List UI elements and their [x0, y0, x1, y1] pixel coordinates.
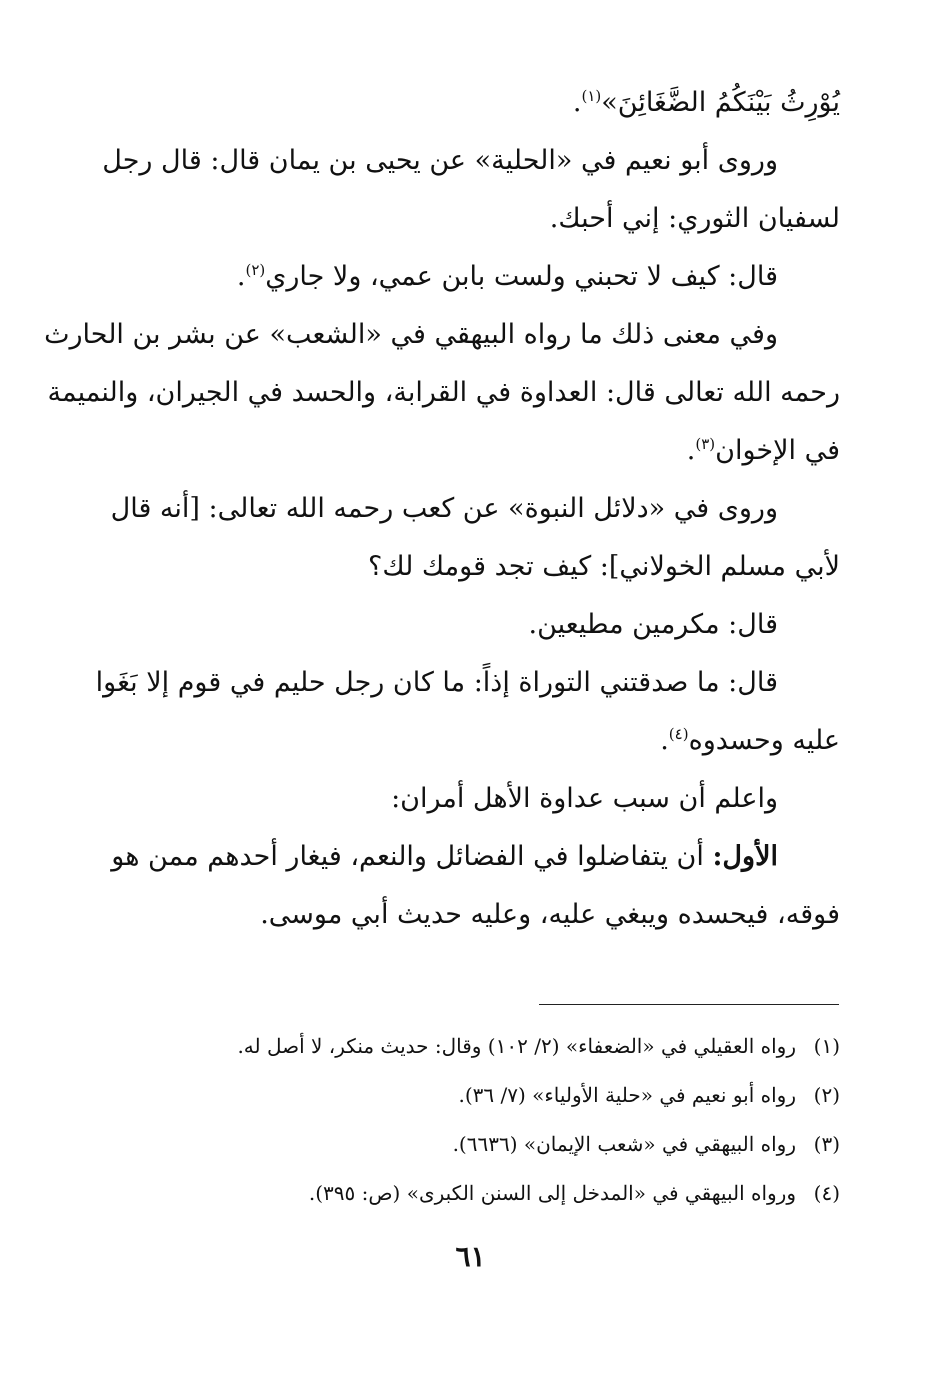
punctuation: . [686, 435, 696, 466]
footnote-ref-3: (٣) [695, 435, 716, 453]
paragraph-4-line-3 [128, 422, 840, 480]
paragraph-9-text: أن يتفاضلوا في الفضائل والنعم، فيغار أحدهم ممن هو [111, 841, 713, 872]
footnote-text: رواه العقيلي في «الضعفاء» (٢/ ١٠٢) وقال: حديث منكر، لا أصل له. [237, 1034, 796, 1058]
paragraph-5-line-1: وروى في «دلائل النبوة» عن كعب رحمه الله تعالى: [أنه قال [110, 493, 778, 524]
footnotes [120, 1022, 840, 1218]
punctuation: . [572, 87, 582, 118]
paragraph-3-text: قال: كيف لا تحبني ولست بابن عمي، ولا جاري [265, 261, 778, 292]
footnote-2 [120, 1071, 840, 1120]
footnote-1 [120, 1022, 840, 1071]
footnote-text: ورواه البيهقي في «المدخل إلى السنن الكبرى» (ص: ٣٩٥). [308, 1181, 796, 1205]
paragraph-4-line-2: رحمه الله تعالى قال: العداوة في القرابة، والحسد في الجيران، والنميمة [47, 377, 840, 408]
page-number: ٦١ [455, 1240, 486, 1273]
footnote-4 [120, 1169, 840, 1218]
punctuation: . [236, 261, 246, 292]
footnote-number: (٣) [813, 1132, 840, 1156]
paragraph-4-text: في الإخوان [715, 435, 840, 466]
footnote-text: رواه البيهقي في «شعب الإيمان» (٦٦٣٦). [452, 1132, 796, 1156]
footnote-number: (١) [813, 1034, 840, 1058]
footnote-separator [539, 1004, 839, 1005]
footnote-text: رواه أبو نعيم في «حلية الأولياء» (٧/ ٣٦). [458, 1083, 796, 1107]
footnote-number: (٢) [813, 1083, 840, 1107]
footnote-ref-1: (١) [581, 87, 602, 105]
paragraph-2-line-2: لسفيان الثوري: إني أحبك. [549, 203, 840, 234]
paragraph-3-line-1 [128, 248, 840, 306]
paragraph-7-text: عليه وحسدوه [688, 725, 840, 756]
paragraph-1-line-1 [128, 74, 840, 132]
bold-heading-first: الأول: [712, 841, 778, 872]
paragraph-2-line-1: وروى أبو نعيم في «الحلية» عن يحيى بن يمان قال: قال رجل [102, 145, 778, 176]
footnote-ref-4: (٤) [668, 725, 689, 743]
punctuation: . [660, 725, 669, 756]
footnote-ref-2: (٢) [245, 261, 266, 279]
footnote-3 [120, 1120, 840, 1169]
main-text [44, 74, 840, 944]
paragraph-6-line-1: قال: مكرمين مطيعين. [528, 609, 778, 640]
paragraph-9-line-1 [111, 828, 840, 886]
paragraph-7-line-1: قال: ما صدقتني التوراة إذاً: ما كان رجل حليم في قوم إلا بَغَوا [95, 667, 778, 698]
paragraph-4-line-1: وفي معنى ذلك ما رواه البيهقي في «الشعب» عن بشر بن الحارث [44, 319, 778, 350]
paragraph-8-line-1: واعلم أن سبب عداوة الأهل أمران: [391, 783, 778, 814]
paragraph-5-line-2: لأبي مسلم الخولاني]: كيف تجد قومك لك؟ [368, 551, 840, 582]
verse-fragment: يُوْرِثُ بَيْنَكُمُ الضَّغَائِنَ» [601, 87, 840, 118]
footnote-number: (٤) [813, 1181, 840, 1205]
paragraph-7-line-2 [128, 712, 840, 770]
paragraph-9-line-2: فوقه، فيحسده ويبغي عليه، وعليه حديث أبي موسى. [260, 899, 840, 930]
